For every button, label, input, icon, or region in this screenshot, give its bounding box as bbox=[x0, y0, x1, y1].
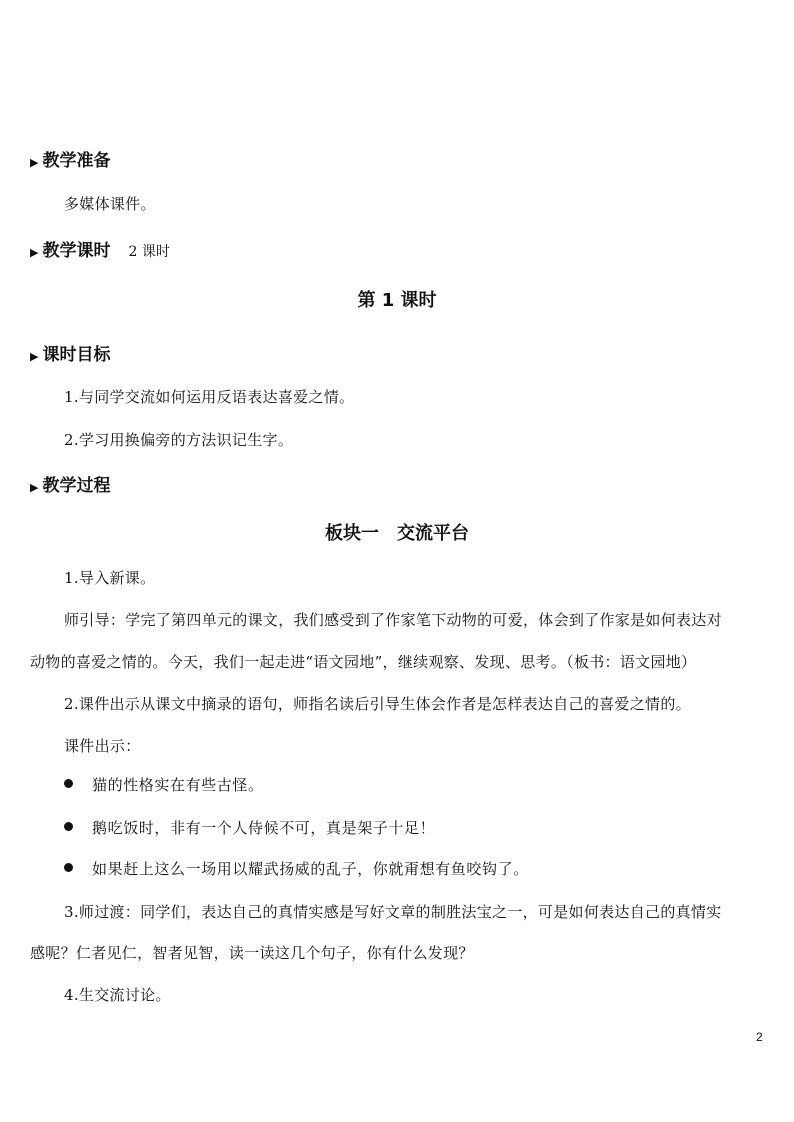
heading-text: 教学课时 bbox=[42, 241, 111, 261]
heading-text: 教学准备 bbox=[42, 151, 111, 171]
heading-marker-icon: ▶ bbox=[30, 350, 39, 363]
bullet-item: 猫的性格实在有些古怪。 bbox=[92, 776, 264, 794]
content-paragraph: 2.课件出示从课文中摘录的语句，师指名读后引导生体会作者是怎样表达自己的喜爱之情的。 bbox=[64, 695, 691, 713]
section-heading-process bbox=[30, 471, 110, 496]
heading-text: 教学过程 bbox=[42, 476, 111, 496]
heading-marker-icon: ▶ bbox=[30, 156, 39, 169]
bullet-icon bbox=[64, 822, 73, 831]
prep-body: 多媒体课件。 bbox=[64, 195, 156, 213]
content-paragraph-cont: 动物的喜爱之情的。今天，我们一起走进“语文园地”，继续观察、发现、思考。（板书：语文园地） bbox=[30, 653, 697, 671]
content-paragraph-cont: 感呢？仁者见仁，智者见智，读一读这几个句子，你有什么发现？ bbox=[30, 944, 474, 962]
section-heading-hours bbox=[30, 236, 170, 261]
lesson-title: 第 1 课时 bbox=[357, 290, 437, 311]
bullet-item: 如果赶上这么一场用以耀武扬威的乱子，你就甭想有鱼咬钩了。 bbox=[92, 860, 529, 878]
content-paragraph: 课件出示： bbox=[64, 737, 141, 755]
goal-item: 2.学习用换偏旁的方法识记生字。 bbox=[64, 431, 294, 449]
heading-marker-icon: ▶ bbox=[30, 246, 39, 259]
content-paragraph: 3.师过渡：同学们，表达自己的真情实感是写好文章的制胜法宝之一，可是如何表达自己的真情实 bbox=[64, 903, 722, 921]
content-paragraph: 4.生交流讨论。 bbox=[64, 986, 171, 1004]
content-paragraph: 师引导：学完了第四单元的课文，我们感受到了作家笔下动物的可爱，体会到了作家是如何表达对 bbox=[64, 611, 722, 629]
bullet-icon bbox=[64, 779, 73, 788]
bullet-icon bbox=[64, 863, 73, 872]
hours-value: 2 课时 bbox=[128, 244, 170, 260]
heading-text: 课时目标 bbox=[42, 345, 111, 365]
section-heading-goals bbox=[30, 340, 110, 365]
section-heading-prep bbox=[30, 146, 110, 171]
page-number: 2 bbox=[756, 1030, 763, 1044]
heading-marker-icon: ▶ bbox=[30, 481, 39, 494]
goal-item: 1.与同学交流如何运用反语表达喜爱之情。 bbox=[64, 388, 355, 406]
bullet-item: 鹅吃饭时，非有一个人侍候不可，真是架子十足！ bbox=[92, 819, 436, 837]
content-paragraph: 1.导入新课。 bbox=[64, 569, 156, 587]
block-title: 板块一 交流平台 bbox=[325, 523, 469, 544]
